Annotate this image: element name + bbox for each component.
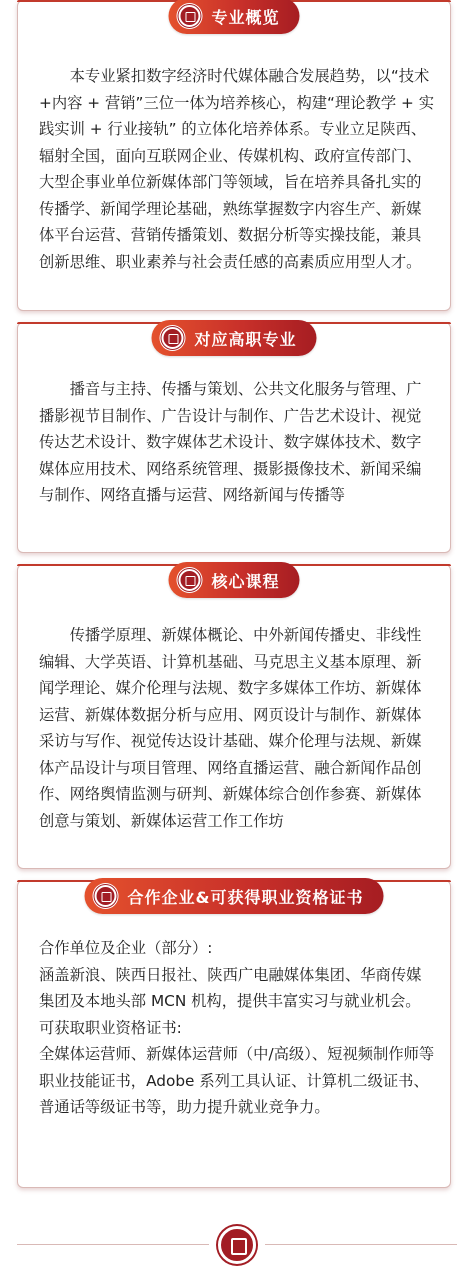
footer-divider-right: [265, 1244, 457, 1245]
section-body: [39, 935, 435, 1121]
university-seal-icon: [218, 1226, 256, 1264]
section-paragraph: 传播学原理、新媒体概论、中外新闻传播史、非线性编辑、大学英语、计算机基础、马克思主义基本原理、新闻学理论、媒介伦理与法规、数字多媒体工作坊、新媒体运营、新媒体数据分析与应用、网页设计与制作、新媒体采访与写作、视觉传达设计基础、媒介伦理与法规、新媒体产品设计与项目管理、网络直播运营、融合新闻作品创作、网络舆情监测与研判、新媒体综合创作参赛、新媒体创意与策划、新媒体运营工作工作坊: [39, 626, 422, 830]
section-card-related-majors: [17, 322, 451, 553]
section-paragraph: 播音与主持、传播与策划、公共文化服务与管理、广播影视节目制作、广告设计与制作、广告艺术设计、视觉传达艺术设计、数字媒体艺术设计、数字媒体技术、数字媒体应用技术、网络系统管理、摄影摄像技术、新闻采编与制作、网络直播与运营、网络新闻与传播等: [39, 380, 422, 504]
section-title: 核心课程: [211, 571, 280, 591]
university-seal-icon: [176, 3, 202, 29]
section-banner: [168, 562, 299, 598]
section-banner: [85, 878, 384, 914]
footer-divider-left: [17, 1244, 209, 1245]
section-title: 专业概览: [211, 7, 280, 27]
university-seal-icon: [159, 325, 185, 351]
certificates-text: 全媒体运营师、新媒体运营师（中/高级）、短视频制作师等职业技能证书，Adobe 系列工具认证、计算机二级证书、普通话等级证书等，助力提升就业竞争力。: [39, 1045, 435, 1116]
partners-heading: 合作单位及企业（部分）:: [39, 939, 213, 957]
section-card-partners-certificates: [17, 880, 451, 1188]
university-seal-icon: [93, 883, 119, 909]
section-paragraph: 本专业紧扣数字经济时代媒体融合发展趋势，以“技术+内容 + 营销”三位一体为培养核心，构建“理论教学 + 实践实训 + 行业接轨” 的立体化培养体系。专业立足陕西、辐射全国，面向互联网企业、传媒机构、政府宣传部门、大型企事业单位新媒体部门等领域，旨在培养具备扎实的传播学、新闻学理论基础，熟练掌握数字内容生产、新媒体平台运营、营销传播策划、数据分析等实操技能，兼具创新思维、职业素养与社会责任感的高素质应用型人才。: [39, 67, 434, 271]
section-banner: [151, 320, 316, 356]
certificates-heading: 可获取职业资格证书:: [39, 1018, 182, 1037]
section-title: 对应高职专业: [194, 329, 297, 349]
section-banner: [168, 0, 299, 34]
university-seal-icon: [176, 567, 202, 593]
section-card-core-courses: [17, 564, 451, 869]
section-card-overview: [17, 0, 451, 311]
partners-text: 涵盖新浪、陕西日报社、陕西广电融媒体集团、华商传媒集团及本地头部 MCN 机构，提供丰富实习与就业机会。: [39, 965, 422, 1010]
section-title: 合作企业&可获得职业资格证书: [127, 887, 364, 907]
